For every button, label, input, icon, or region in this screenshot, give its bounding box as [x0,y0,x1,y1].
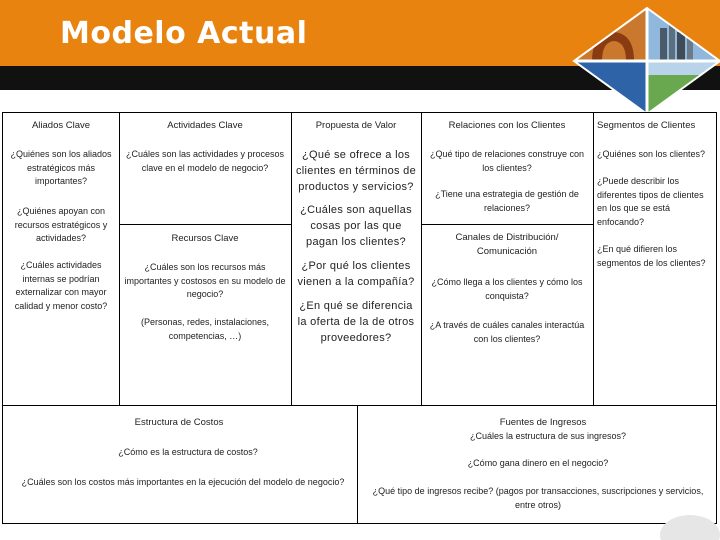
ocean-image [572,61,647,116]
slide-title: Modelo Actual [60,16,308,51]
business-model-canvas [2,112,717,524]
propuesta-question: ¿Qué se ofrece a los clientes en términos de productos y servicios? [295,149,416,193]
aliados-header: Aliados Clave [31,120,91,131]
logo-diamond-image [572,6,720,116]
divider [357,405,358,523]
recursos-header: Recursos Clave [171,233,239,244]
costos-header: Estructura de Costos [134,417,224,428]
divider [593,113,594,405]
segmentos-question: ¿En qué difieren los segmentos de los clientes? [597,244,706,268]
ingresos-question: ¿Cuáles la estructura de sus ingresos? [469,431,627,441]
divider [421,113,422,405]
recursos-note: (Personas, redes, instalaciones, competencias, …) [140,317,270,341]
propuesta-question: ¿Cuáles son aquellas cosas por las que pagan los clientes? [300,204,412,248]
recursos-question: ¿Cuáles son los recursos más importantes y costosos en su modelo de negocio? [124,262,286,299]
relaciones-question: ¿Qué tipo de relaciones construye con los clientes? [429,149,585,173]
divider [291,113,292,405]
costos-question: ¿Cómo es la estructura de costos? [118,447,258,457]
aliados-question: ¿Cuáles actividades internas se podrían externalizar con mayor calidad y menor costo? [14,260,108,311]
segmentos-question: ¿Quiénes son los clientes? [597,149,706,159]
ingresos-header: Fuentes de Ingresos [499,417,587,428]
divider [3,405,716,406]
divider [421,224,593,225]
canyon-image [572,6,647,61]
actividades-header: Actividades Clave [167,120,243,131]
aliados-question: ¿Quiénes son los aliados estratégicos más importantes? [10,149,112,186]
aliados-question: ¿Quiénes apoyan con recursos estratégicos y actividades? [14,206,108,243]
relaciones-header: Relaciones con los Clientes [448,120,566,131]
canales-question: ¿A través de cuáles canales interactúa con los clientes? [429,320,585,344]
actividades-question: ¿Cuáles son las actividades y procesos clave en el modelo de negocio? [125,149,285,173]
canales-header: Canales de Distribución/ Comunicación [455,232,559,258]
divider [119,113,120,405]
ingresos-question: ¿Qué tipo de ingresos recibe? (pagos por transacciones, suscripciones y servicios, entre otros) [372,486,704,510]
propuesta-question: ¿En qué se diferencia la oferta de la de otros proveedores? [297,300,415,344]
divider [119,224,291,225]
segmentos-header: Segmentos de Clientes [597,120,696,131]
segmentos-question: ¿Puede describir los diferentes tipos de clientes en los que se está enfocando? [597,176,704,227]
propuesta-header: Propuesta de Valor [315,120,397,131]
propuesta-question: ¿Por qué los clientes vienen a la compañía? [297,260,415,288]
relaciones-question: ¿Tiene una estrategia de gestión de relaciones? [435,189,579,213]
ingresos-question: ¿Cómo gana dinero en el negocio? [467,458,609,468]
costos-question: ¿Cuáles son los costos más importantes en la ejecución del modelo de negocio? [21,477,345,487]
canales-question: ¿Cómo llega a los clientes y cómo los conquista? [431,277,583,301]
